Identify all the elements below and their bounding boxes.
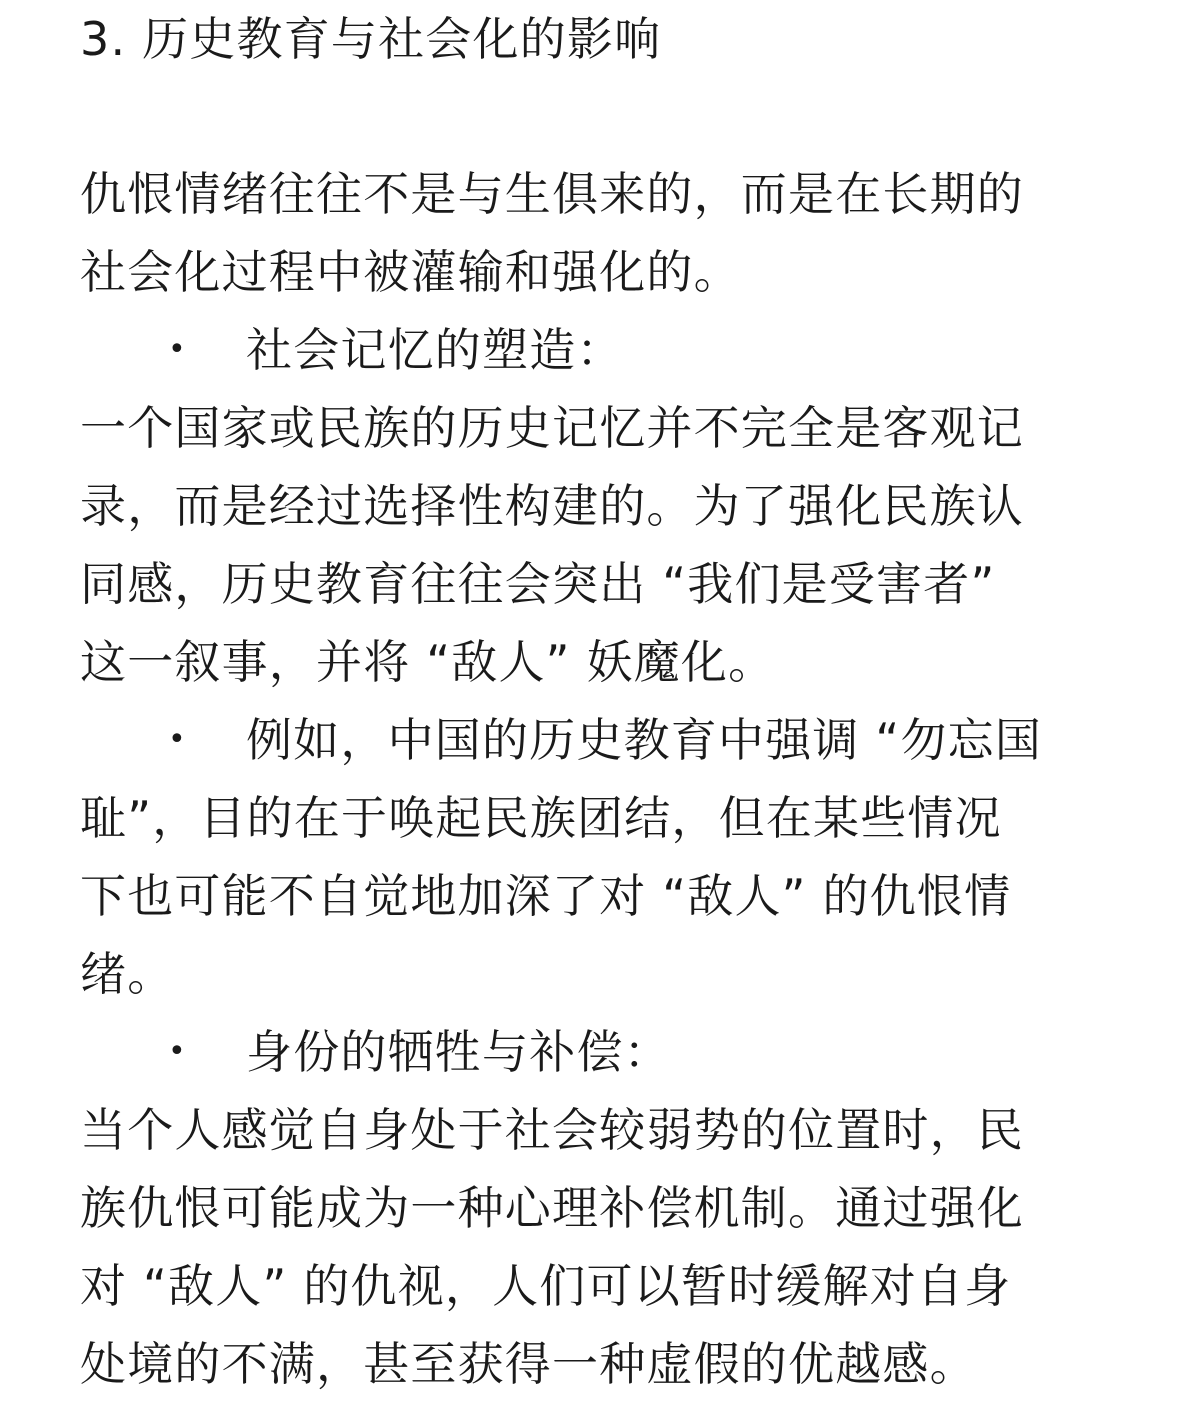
bullet-item-social-memory (80, 311, 1100, 389)
paragraph-line: 同感，历史教育往往会突出 “我们是受害者” (80, 557, 996, 611)
bullet-item-example (80, 701, 1100, 779)
paragraph-line: 下也可能不自觉地加深了对 “敌人” 的仇恨情 (80, 869, 1012, 923)
bullet-item-identity (80, 1013, 1100, 1091)
bullet-title: 身份的牺牲与补偿： (246, 1025, 671, 1079)
paragraph-line: 绪。 (80, 947, 175, 1001)
bullet-icon: • (168, 332, 186, 367)
paragraph-line: 录，而是经过选择性构建的。为了强化民族认 (80, 479, 1024, 533)
paragraph-line: 这一叙事，并将 “敌人” 妖魔化。 (80, 635, 776, 689)
paragraph-line: 处境的不满，甚至获得一种虚假的优越感。 (80, 1337, 977, 1391)
paragraph-line: 当个人感觉自身处于社会较弱势的位置时，民 (80, 1103, 1024, 1157)
paragraph-line: 社会化过程中被灌输和强化的。 (80, 245, 741, 299)
paragraph-line: 一个国家或民族的历史记忆并不完全是客观记 (80, 401, 1024, 455)
bullet-title: 社会记忆的塑造： (246, 323, 624, 377)
paragraph-line: 仇恨情绪往往不是与生俱来的，而是在长期的 (80, 167, 1024, 221)
paragraph-line: 耻”，目的在于唤起民族团结，但在某些情况 (80, 791, 1002, 845)
section-heading: 3. 历史教育与社会化的影响 (80, 12, 662, 66)
bullet-icon: • (168, 1034, 186, 1069)
paragraph-line: 对 “敌人” 的仇视，人们可以暂时缓解对自身 (80, 1259, 1012, 1313)
paragraph-line: 族仇恨可能成为一种心理补偿机制。通过强化 (80, 1181, 1024, 1235)
bullet-icon: • (168, 722, 186, 757)
bullet-text: 例如，中国的历史教育中强调 “勿忘国 (246, 713, 1043, 767)
